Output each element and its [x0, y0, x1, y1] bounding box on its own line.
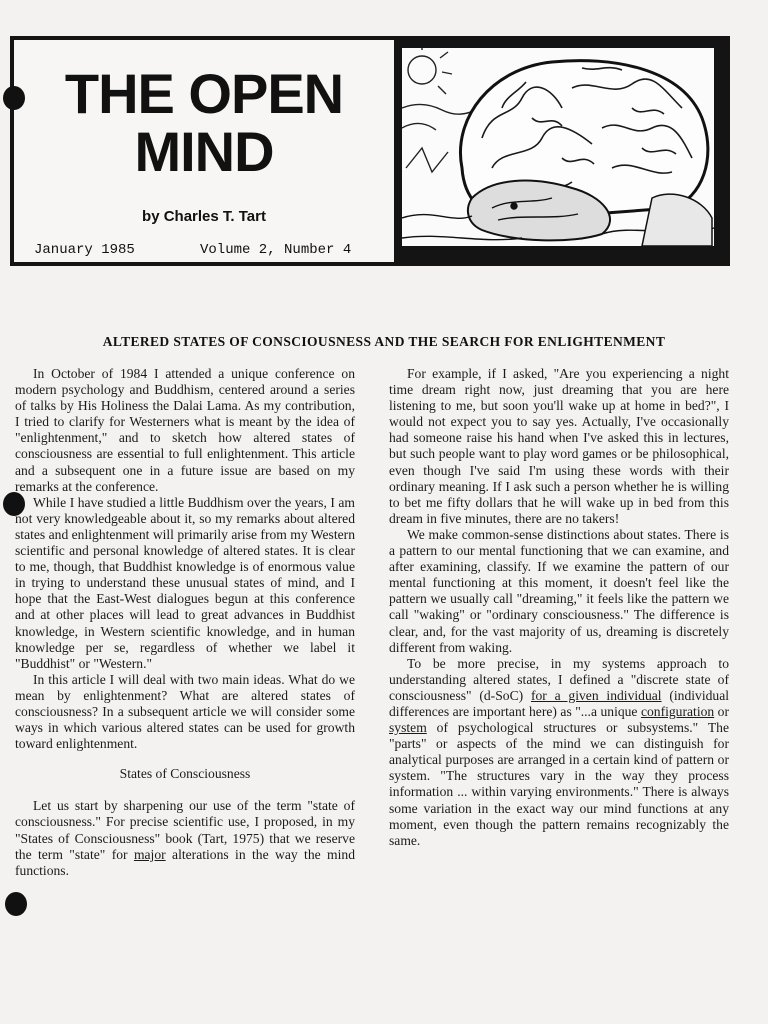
paragraph: [15, 798, 355, 878]
text-run: Let us start by sharpening our use of the term "state of consciousness." For precise scientific use, I proposed, in my "States of Consciousness" book (Tart, 1975) that we reserve the term "state" for: [15, 798, 355, 862]
title-panel: [14, 40, 394, 262]
paragraph: In October of 1984 I attended a unique conference on modern psychology and Buddhism, centered around a series of talks by His Holiness the Dalai Lama. As my contribution, I tried to clarify for Westerners what is meant by the idea of "enlightenment," and to sketch how altered states of consciousness are essential to full enlightenment. This article and a subsequent one in a future issue are based on my remarks at the conference.: [15, 366, 355, 494]
article-headline: ALTERED STATES OF CONSCIOUSNESS AND THE SEARCH FOR ENLIGHTENMENT: [102, 334, 666, 349]
right-column: [389, 366, 729, 849]
left-column: [15, 366, 355, 879]
paragraph: [389, 656, 729, 849]
paragraph: While I have studied a little Buddhism over the years, I am not very knowledgeable about it, so my remarks about altered states and enlightenment will primarily arise from my Western scientific and personal knowledge of altered states. It is clear to me, though, that Buddhist knowledge is of enormous value in trying to understand these unusual states of mind, and I hope that the East-West dialogues begun at this conference and at other places will lead to great advances in Buddhist knowledge, in Western scientific knowledge, and in human knowledge per se, regardless of whether we label it "Buddhist" or "Western.": [15, 494, 355, 671]
text-run: To be more precise, in my systems approach to understanding altered states, I defined a "discrete state of consciousness" (d-SoC): [389, 655, 729, 703]
brain-illustration: [402, 48, 714, 246]
underlined-text: system: [389, 720, 427, 736]
issue-volume: Volume 2, Number 4: [200, 242, 352, 258]
brain-drawing: [402, 48, 714, 246]
punch-hole: [3, 86, 25, 110]
text-run: (individual differences are important here) as "...a unique: [389, 687, 730, 719]
masthead: [10, 36, 730, 266]
text-run: alterations in the way the mind functions.: [15, 846, 355, 878]
paragraph: For example, if I asked, "Are you experiencing a night time dream right now, just dreaming that you are here listening to me, but soon you'll wake up at home in bed?", I would not expect you to say yes. Actually, I've occasionally had someone raise his hand when I've asked this in lectures, but such people want to play word games or be philosophical, even though I've said I'm using these words with their ordinary meaning. If I ask such a person whether he is willing to bet me fifty dollars that he will wake up in bed from this dream in five minutes, there are no takers!: [389, 366, 729, 526]
paragraph: We make common-sense distinctions about states. There is a pattern to our mental functioning that we can examine, and after examining, classify. If we examine the pattern of our mental functioning at this moment, it doesn't feel like the pattern we usually call "dreaming," it feels like the pattern we call "waking" or "ordinary consciousness." The difference is clear, and, for the vast majority of us, dreaming is discretely different from waking.: [389, 526, 729, 655]
underlined-text: major: [133, 846, 166, 862]
text-run: or: [714, 703, 729, 719]
underlined-text: configuration: [640, 703, 715, 719]
paragraph: In this article I will deal with two main ideas. What do we mean by enlightenment? What are altered states of consciousness? In a subsequent article we will consider some ways in which various altered states can be used for growth toward enlightenment.: [15, 671, 355, 752]
newsletter-title-line1: THE OPEN: [64, 62, 344, 125]
author-byline: by Charles T. Tart: [142, 208, 266, 225]
text-run: of psychological structures or subsystems." The "parts" or aspects of the mind we can distinguish for analytical purposes are arranged in a certain kind of pattern or system. "The structures vary in the way they process information ... within varying environments." There is always some variation in the exact way our mind functions at any moment, even though the pattern remains recognizably the same.: [389, 720, 729, 848]
underlined-text: for a given individual: [530, 687, 662, 703]
section-heading: States of Consciousness: [119, 766, 251, 782]
punch-hole: [5, 892, 27, 916]
issue-date: January 1985: [34, 242, 135, 258]
newsletter-title-line2: MIND: [134, 120, 274, 183]
